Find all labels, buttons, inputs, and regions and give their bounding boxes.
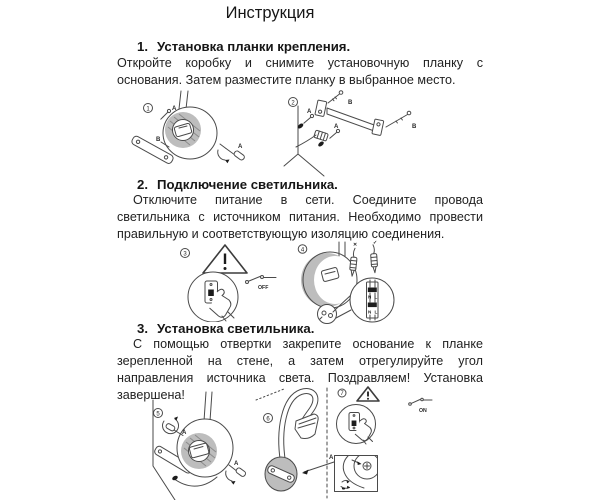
- label-a-mid: A: [334, 124, 339, 130]
- adjustment-detail-illustration: [334, 455, 378, 492]
- screw-b-right-icon: [386, 111, 411, 127]
- switch-off-label: OFF: [258, 285, 269, 291]
- figure-7-power-on: [333, 384, 433, 446]
- figure-4-illustration: [295, 240, 420, 332]
- step-2-heading: [117, 177, 483, 192]
- figure-4-connect-wires: [295, 240, 420, 332]
- rotation-arrows-icon: [341, 480, 350, 489]
- detail-arrowhead: [357, 461, 361, 465]
- lamp-base: [177, 419, 233, 477]
- switch-on-label: ON: [419, 408, 427, 414]
- step-3-number: 3.: [137, 321, 148, 336]
- label-a-screw: A: [172, 106, 177, 112]
- figure-6-illustration: [250, 384, 342, 500]
- anchor-screw-left-icon: [297, 114, 314, 129]
- switch-on-icon: [409, 398, 432, 405]
- step-3-heading: [117, 321, 483, 336]
- circled-number-5: [154, 409, 163, 418]
- lamp-head: [295, 414, 318, 439]
- warning-triangle-icon: [357, 387, 379, 401]
- figure-2-illustration: [280, 90, 428, 178]
- circled-number-1: [144, 104, 153, 113]
- pointer-arrow: [304, 462, 334, 472]
- figure-5-attach-base: [138, 388, 256, 500]
- adjust-screw-icon: [363, 462, 371, 470]
- wall-switch-detail: [337, 405, 376, 445]
- wall-switch-detail: [188, 272, 238, 322]
- terminal-n1: N: [368, 294, 372, 300]
- label-b-top: B: [348, 100, 353, 106]
- check-mark: ✓: [373, 240, 378, 246]
- wall-lines: [284, 106, 324, 176]
- wrong-mark: ✕: [353, 242, 358, 248]
- label-a-left: A: [182, 430, 187, 436]
- label-a-screwdriver: A: [238, 144, 243, 150]
- terminal-l2: L: [374, 309, 378, 315]
- step-2-body: Отключите питание в сети. Соедините провода светильника с источником питания. Необходимо провести правильную и соответствующую изоляцию соединения.: [117, 193, 483, 241]
- circled-number-7: [338, 389, 346, 397]
- figure-adjustment-detail: [334, 455, 378, 492]
- label-a-right: A: [234, 461, 239, 467]
- step-1-heading: [117, 39, 483, 54]
- svg-text:4: 4: [300, 247, 305, 254]
- screwdriver-left-icon: [163, 417, 183, 436]
- lamp-base: [301, 252, 357, 308]
- figure-1-illustration: [130, 88, 248, 170]
- figure-5-illustration: [138, 388, 256, 500]
- page-title: Инструкция: [225, 4, 315, 22]
- figure-3-power-off: [172, 242, 282, 322]
- circled-number-3: [181, 249, 190, 258]
- terminal-block-detail: [350, 278, 394, 322]
- pointer-arrowhead: [302, 470, 309, 475]
- warning-triangle-icon: [203, 245, 247, 273]
- svg-text:1: 1: [146, 106, 150, 113]
- circled-number-4: [298, 245, 307, 254]
- label-a-base: A: [329, 455, 334, 461]
- dashed-line-top: [256, 389, 284, 400]
- step-2-title: Подключение светильника.: [157, 177, 338, 192]
- lamp-base: [265, 457, 297, 491]
- switch-off-icon: [246, 276, 277, 284]
- svg-text:5: 5: [156, 411, 160, 418]
- screwdriver-right-icon: [226, 465, 247, 485]
- wire-anchor: [171, 475, 178, 481]
- label-b-right: B: [412, 124, 417, 130]
- wire: [173, 477, 217, 486]
- svg-text:3: 3: [183, 251, 187, 258]
- step-3-body: С помощью отвертки закрепите основание к планке зерепленной на стене, а затем отрегулируйте угол направления источника света. Поздравляем! Установка завершена!: [117, 337, 483, 402]
- base-edge-detail: [343, 455, 378, 488]
- terminal-n2: N: [368, 309, 372, 315]
- step-2-number: 2.: [137, 177, 148, 192]
- label-a-left: A: [307, 109, 312, 115]
- label-b-plate: B: [156, 137, 161, 143]
- step-1-title: Установка планки крепления.: [157, 39, 351, 54]
- lamp-base: [163, 107, 217, 159]
- figure-7-illustration: [333, 384, 433, 446]
- figure-6-assembled-lamp: [250, 384, 342, 500]
- svg-text:6: 6: [266, 416, 270, 423]
- wire-connector: [296, 130, 328, 147]
- figure-1-remove-plate: [130, 88, 248, 170]
- lamp-pole: [204, 392, 212, 421]
- circled-number-2: [289, 98, 298, 107]
- svg-text:7: 7: [340, 391, 344, 398]
- terminal-l1: L: [374, 294, 378, 300]
- svg-text:2: 2: [291, 100, 295, 107]
- step-1-number: 1.: [137, 39, 148, 54]
- figure-2-fix-plate: [280, 90, 428, 178]
- screw-b-top-icon: [328, 91, 343, 103]
- figure-3-illustration: [172, 242, 282, 322]
- step-1-body: Откройте коробку и снимите установочную планку с основания. Затем разместите планку в выбранное место.: [117, 56, 483, 87]
- plug-right-icon: [370, 245, 378, 273]
- step-3-title: Установка светильника.: [157, 321, 315, 336]
- circled-number-6: [264, 414, 273, 423]
